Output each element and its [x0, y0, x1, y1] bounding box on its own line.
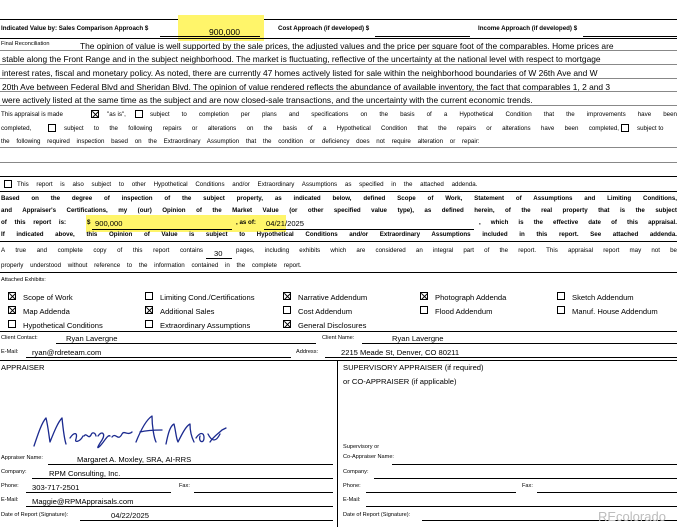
opinion-as-of-label: , as of: — [236, 219, 256, 226]
pages-line2: properly understood without reference to the information contained in the complete report. — [1, 262, 302, 269]
exhibit-cost-checkbox[interactable] — [283, 306, 291, 314]
reconciliation-line-5: were actively listed at the same time as the subject and are now closed-sale transactions, and the uncertainty with the current economic trends. — [2, 95, 533, 105]
income-value-underline — [583, 36, 677, 37]
opinion-dollar: $ — [87, 219, 91, 226]
rule-7 — [0, 162, 677, 163]
supervisory-name-label-2: Co-Appraiser Name: — [343, 454, 394, 460]
exhibit-additional-sales-checkbox[interactable] — [145, 306, 153, 314]
client-name-underline — [362, 343, 677, 344]
appraiser-name-underline — [48, 464, 333, 465]
opinion-value: 900,000 — [95, 219, 123, 228]
sales-approach-value: 900,000 — [209, 27, 241, 37]
client-name-label: Client Name: — [322, 335, 355, 341]
exhibit-limiting-cond-checkbox[interactable] — [145, 292, 153, 300]
exhibit-cost-label: Cost Addendum — [298, 307, 353, 316]
supervisory-date-label: Date of Report (Signature): — [343, 512, 411, 518]
exhibit-map-label: Map Addenda — [23, 307, 70, 316]
pages-post: pages, including exhibits which are considered an integral part of the report. This appraisal report may not be — [236, 247, 677, 254]
exhibit-map-checkbox[interactable] — [8, 306, 16, 314]
appraiser-phone-underline — [26, 492, 171, 493]
supervisory-fax-underline — [537, 492, 677, 493]
appraiser-phone: 303-717-2501 — [32, 483, 80, 492]
appraiser-company-underline — [32, 478, 333, 479]
cost-approach-label: Cost Approach (if developed) $ — [278, 25, 370, 32]
exhibit-flood-label: Flood Addendum — [435, 307, 493, 316]
opinion-value-underline — [92, 229, 232, 230]
basis-line2-a: completed, — [1, 125, 32, 132]
repairs-checkbox[interactable] — [48, 124, 56, 132]
exhibit-scope-of-work-label: Scope of Work — [23, 293, 73, 302]
rule-6 — [0, 147, 677, 148]
appraiser-signature — [28, 412, 233, 452]
supervisory-heading-2: or CO-APPRAISER (if applicable) — [343, 377, 457, 386]
exhibit-photograph-checkbox[interactable] — [420, 292, 428, 300]
appraiser-name: Margaret A. Moxley, SRA, AI-RRS — [77, 455, 192, 464]
appraiser-fax-label: Fax: — [179, 483, 190, 489]
exhibit-manuf-house-label: Manuf. House Addendum — [572, 307, 658, 316]
rule-10 — [0, 241, 677, 242]
as-is-checkbox[interactable] — [91, 110, 99, 118]
rule-2 — [0, 64, 677, 65]
reconciliation-line-1: The opinion of value is well supported by the sale prices, the adjusted values and the price per square foot of the comparables. Home prices are — [80, 41, 614, 51]
other-conditions-checkbox[interactable] — [4, 180, 12, 188]
client-email: ryan@rdreteam.com — [32, 348, 102, 357]
pages-underline — [206, 258, 232, 259]
supervisory-heading-1: SUPERVISORY APPRAISER (if required) — [343, 363, 484, 372]
client-email-underline — [26, 357, 291, 358]
basis-line1-a: This appraisal is made — [1, 111, 63, 118]
exhibit-limiting-cond-label: Limiting Cond./Certifications — [160, 293, 255, 302]
appraiser-email: Maggie@RPMAppraisals.com — [32, 497, 134, 506]
appraiser-company: RPM Consulting, Inc. — [49, 469, 121, 478]
supervisory-name-label-1: Supervisory or — [343, 444, 380, 450]
rule-9 — [0, 191, 677, 192]
appraiser-email-underline — [26, 506, 333, 507]
inspection-checkbox[interactable] — [621, 124, 629, 132]
exhibit-extraordinary-checkbox[interactable] — [145, 320, 153, 328]
supervisory-phone-underline — [366, 492, 516, 493]
appraiser-company-label: Company: — [1, 469, 27, 475]
basis-line1-b: "as is", — [107, 111, 126, 118]
watermark: REcolorado — [598, 509, 666, 524]
exhibit-narrative-label: Narrative Addendum — [298, 293, 368, 302]
rule-11 — [0, 272, 677, 273]
basis-line3: the following required inspection based on the Extraordinary Assumption that the condition or deficiency does not require alteration or repair: — [1, 138, 480, 145]
reconciliation-line-2: stable along the Front Range and in the subject neighborhood. The market is fluctuating, reflective of the uncertainty at the national level with respect to mortgage — [2, 54, 601, 64]
client-email-label: E-Mail: — [1, 349, 19, 355]
opinion-line4: If indicated above, this Opinion of Value is subject to Hypothetical Conditions and/or Extraordinary Assumptions included in this report. See attached addenda. — [1, 231, 677, 238]
sales-value-underline — [160, 36, 260, 37]
exhibit-general-disclosures-label: General Disclosures — [298, 321, 367, 330]
reconciliation-line-3: interest rates, fiscal and monetary policy. As noted, there are currently 47 homes actively listed for sale within the neighborhood boundaries of W 26th Ave and W — [2, 68, 598, 78]
exhibit-hypothetical-checkbox[interactable] — [8, 320, 16, 328]
basis-line1-c: subject to completion per plans and specifications on the basis of a Hypothetical Condition that the improvements have been — [150, 111, 677, 118]
exhibits-label: Attached Exhibits: — [1, 277, 46, 283]
rule-4 — [0, 91, 677, 92]
supervisory-fax-label: Fax: — [522, 483, 533, 489]
opinion-line3-a: of this report is: — [1, 219, 67, 226]
opinion-line1: Based on the degree of inspection of the subject property, as indicated below, defined Scope of Work, Statement of Assumptions and Limiting Conditions, — [1, 195, 677, 202]
exhibit-scope-of-work-checkbox[interactable] — [8, 292, 16, 300]
opinion-date: 04/21/2025 — [266, 219, 305, 228]
reconciliation-line-4: 20th Ave between Federal Blvd and Sheridan Blvd. The opinion of value rendered reflects the abundance of available inventory, the fact that comparables 1, 2 and 3 — [2, 82, 611, 92]
client-address-underline — [325, 357, 677, 358]
cost-value-underline — [375, 36, 470, 37]
exhibit-sketch-checkbox[interactable] — [557, 292, 565, 300]
opinion-line3-c: , which is the effective date of this appraisal. — [479, 219, 677, 226]
header-bottom-rule — [0, 38, 677, 39]
basis-line4: This report is also subject to other Hypothetical Conditions and/or Extraordinary Assumptions as specified in the attached addenda. — [17, 181, 478, 188]
reconciliation-label: Final Reconciliation — [1, 41, 50, 47]
supervisory-phone-label: Phone: — [343, 483, 361, 489]
appraiser-fax-underline — [194, 492, 333, 493]
client-name: Ryan Lavergne — [392, 334, 444, 343]
exhibit-hypothetical-label: Hypothetical Conditions — [23, 321, 103, 330]
pages-pre: A true and complete copy of this report contains — [1, 247, 203, 254]
supervisory-company-underline — [374, 478, 677, 479]
client-contact-underline — [56, 343, 316, 344]
exhibit-flood-checkbox[interactable] — [420, 306, 428, 314]
exhibit-manuf-house-checkbox[interactable] — [557, 306, 565, 314]
completion-checkbox[interactable] — [135, 110, 143, 118]
supervisory-email-underline — [366, 506, 677, 507]
exhibit-general-disclosures-checkbox[interactable] — [283, 320, 291, 328]
rule-5 — [0, 105, 677, 106]
sales-approach-label: Indicated Value by: Sales Comparison Approach $ — [1, 25, 149, 32]
appraiser-heading: APPRAISER — [1, 363, 45, 372]
header-top-rule — [0, 19, 677, 20]
appraiser-email-label: E-Mail: — [1, 497, 19, 503]
exhibit-extraordinary-label: Extraordinary Assumptions — [160, 321, 251, 330]
appraiser-phone-label: Phone: — [1, 483, 19, 489]
appraiser-date-label: Date of Report (Signature): — [1, 512, 69, 518]
client-contact: Ryan Lavergne — [66, 334, 118, 343]
pages-count: 30 — [214, 249, 223, 258]
supervisory-name-underline — [392, 464, 677, 465]
appraiser-date-underline — [80, 520, 333, 521]
rule-13 — [0, 360, 677, 361]
exhibit-photograph-label: Photograph Addenda — [435, 293, 507, 302]
appraiser-name-label: Appraiser Name: — [1, 455, 43, 461]
income-approach-label: Income Approach (if developed) $ — [478, 25, 578, 32]
exhibit-additional-sales-label: Additional Sales — [160, 307, 215, 316]
rule-12 — [0, 331, 677, 332]
client-address-label: Address: — [296, 349, 319, 355]
opinion-date-underline — [264, 229, 474, 230]
exhibit-sketch-label: Sketch Addendum — [572, 293, 634, 302]
client-address: 2215 Meade St, Denver, CO 80211 — [341, 348, 460, 357]
opinion-line2: and Appraiser's Certifications, my (our) Opinion of the Market Value (or other specified value type), as defined herein, of the real property that is the subject — [1, 207, 677, 214]
column-divider — [337, 360, 338, 527]
appraiser-date: 04/22/2025 — [111, 511, 150, 520]
client-contact-label: Client Contact: — [1, 335, 38, 341]
basis-line2-b: subject to the following repairs or alterations on the basis of a Hypothetical Condition that the repairs or alterations have been completed, — [64, 125, 619, 132]
exhibit-narrative-checkbox[interactable] — [283, 292, 291, 300]
rule-8 — [0, 176, 677, 177]
supervisory-email-label: E-Mail: — [343, 497, 361, 503]
rule-3 — [0, 78, 677, 79]
basis-line2-c: subject to — [637, 125, 664, 132]
supervisory-company-label: Company: — [343, 469, 369, 475]
rule-1 — [0, 50, 677, 51]
